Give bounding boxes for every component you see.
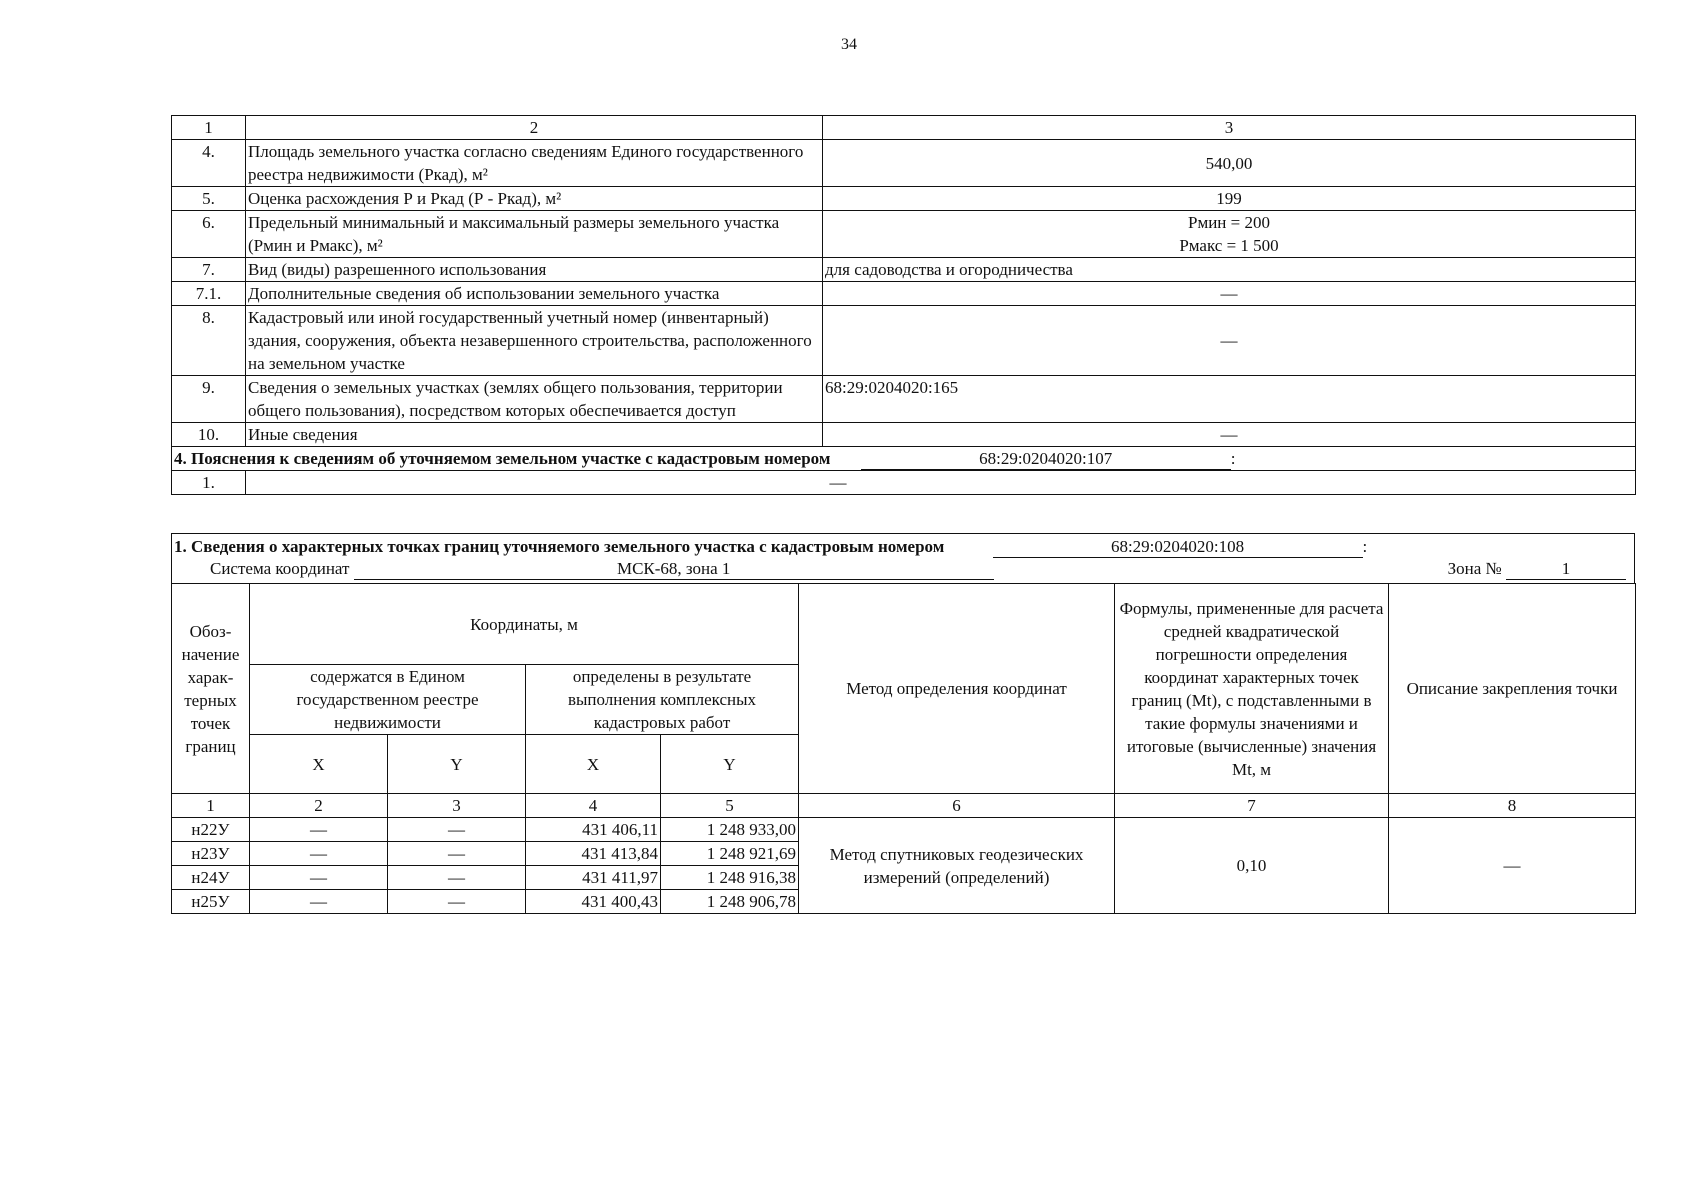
table-header-row — [172, 116, 1636, 140]
point-registry-x: — — [250, 866, 388, 890]
row-value: для садоводства и огородничества — [823, 258, 1636, 282]
point-x: 431 411,97 — [526, 866, 661, 890]
row-label: Предельный минимальный и максимальный размеры земельного участка (Рмин и Рмакс), м² — [246, 211, 823, 258]
column-numbers-row: 1 2 3 4 5 6 7 8 — [172, 794, 1636, 818]
point-registry-x: — — [250, 890, 388, 914]
row-label: Сведения о земельных участках (землях общего пользования, территории общего пользования), посредством которых обеспечивается доступ — [246, 376, 823, 423]
in-registry-header: содержатся в Едином государственном реестре недвижимости — [250, 665, 526, 735]
row-value: — — [823, 282, 1636, 306]
table-row — [172, 211, 1636, 258]
section-4-cadastral-number: 68:29:0204020:107 — [861, 449, 1231, 470]
row-value: 540,00 — [823, 140, 1636, 187]
row-number: 1. — [172, 471, 246, 495]
coord-system-value: МСК-68, зона 1 — [354, 559, 994, 580]
coordinates-header: Координаты, м — [250, 584, 799, 665]
point-registry-y: — — [388, 890, 526, 914]
row-number: 6. — [172, 211, 246, 258]
table-row — [172, 423, 1636, 447]
row-value: — — [823, 306, 1636, 376]
row-number: 5. — [172, 187, 246, 211]
point-x: 431 406,11 — [526, 818, 661, 842]
determined-header: определены в результате выполнения комплексных кадастровых работ — [526, 665, 799, 735]
point-x: 431 400,43 — [526, 890, 661, 914]
row-label: Оценка расхождения Р и Ркад (Р - Ркад), м² — [246, 187, 823, 211]
method-header: Метод определения координат — [799, 584, 1115, 794]
table-row — [172, 282, 1636, 306]
row-label: Площадь земельного участка согласно сведениям Единого государственного реестра недвижимости (Ркад), м² — [246, 140, 823, 187]
row-number: 7. — [172, 258, 246, 282]
header-col-3: 3 — [823, 116, 1636, 140]
zone-value: 1 — [1506, 559, 1626, 580]
point-y: 1 248 906,78 — [661, 890, 799, 914]
point-y: 1 248 916,38 — [661, 866, 799, 890]
boundary-points-title: 1. Сведения о характерных точках границ уточняемого земельного участка с кадастровым номером — [174, 537, 945, 556]
row-number: 4. — [172, 140, 246, 187]
method-value: Метод спутниковых геодезических измерений (определений) — [799, 818, 1115, 914]
table-row — [172, 258, 1636, 282]
table-row — [172, 140, 1636, 187]
row-label: Вид (виды) разрешенного использования — [246, 258, 823, 282]
row-value: 199 — [823, 187, 1636, 211]
point-registry-y: — — [388, 842, 526, 866]
row-value: 68:29:0204020:165 — [823, 376, 1636, 423]
zone-label: Зона № — [1447, 559, 1502, 578]
boundary-points-colon: : — [1362, 537, 1368, 556]
page-number: 34 — [841, 36, 857, 53]
determined-x-header: X — [526, 735, 661, 794]
table-row — [172, 376, 1636, 423]
section-4-title-row — [172, 447, 1636, 471]
registry-x-header: X — [250, 735, 388, 794]
table-row — [172, 306, 1636, 376]
fixing-value: — — [1389, 818, 1636, 914]
point-x: 431 413,84 — [526, 842, 661, 866]
coord-system-label: Система координат — [210, 559, 350, 578]
section-4-title-text: 4. Пояснения к сведениям об уточняемом земельном участке с кадастровым номером — [174, 449, 831, 468]
table-row — [172, 471, 1636, 495]
section-4-title — [172, 447, 1636, 471]
section-4-colon: : — [1230, 449, 1236, 468]
boundary-points-cadastral-number: 68:29:0204020:108 — [993, 537, 1363, 558]
row-number: 10. — [172, 423, 246, 447]
point-name: н22У — [172, 818, 250, 842]
land-plot-info-table — [171, 115, 1635, 495]
point-name: н25У — [172, 890, 250, 914]
min-size-value: Рмин = 200 — [1188, 213, 1270, 232]
max-size-value: Рмакс = 1 500 — [1179, 236, 1279, 255]
point-y: 1 248 933,00 — [661, 818, 799, 842]
header-col-2: 2 — [246, 116, 823, 140]
table-row — [172, 187, 1636, 211]
row-label: Иные сведения — [246, 423, 823, 447]
row-label: Дополнительные сведения об использовании земельного участка — [246, 282, 823, 306]
point-registry-y: — — [388, 818, 526, 842]
row-number: 8. — [172, 306, 246, 376]
boundary-points-table — [171, 533, 1635, 914]
row-label: Кадастровый или иной государственный учетный номер (инвентарный) здания, сооружения, объекта незавершенного строительства, расположенного на земельном участке — [246, 306, 823, 376]
row-value: — — [246, 471, 1636, 495]
header-col-1: 1 — [172, 116, 246, 140]
mt-value: 0,10 — [1115, 818, 1389, 914]
point-registry-y: — — [388, 866, 526, 890]
point-name: н24У — [172, 866, 250, 890]
formulas-header: Формулы, примененные для расчета средней квадратической погрешности определения координат характерных точек границ (Mt), с подставленными в такие формулы значениями и итоговые (вычисленные) значения Mt, м — [1115, 584, 1389, 794]
row-value — [823, 211, 1636, 258]
row-number: 9. — [172, 376, 246, 423]
point-registry-x: — — [250, 818, 388, 842]
determined-y-header: Y — [661, 735, 799, 794]
fixing-header: Описание закрепления точки — [1389, 584, 1636, 794]
point-y: 1 248 921,69 — [661, 842, 799, 866]
table-row — [172, 818, 1636, 842]
point-name: н23У — [172, 842, 250, 866]
row-number: 7.1. — [172, 282, 246, 306]
designation-header: Обоз- начение харак- терных точек границ — [172, 584, 250, 794]
boundary-points-heading — [171, 533, 1635, 583]
point-registry-x: — — [250, 842, 388, 866]
registry-y-header: Y — [388, 735, 526, 794]
row-value: — — [823, 423, 1636, 447]
